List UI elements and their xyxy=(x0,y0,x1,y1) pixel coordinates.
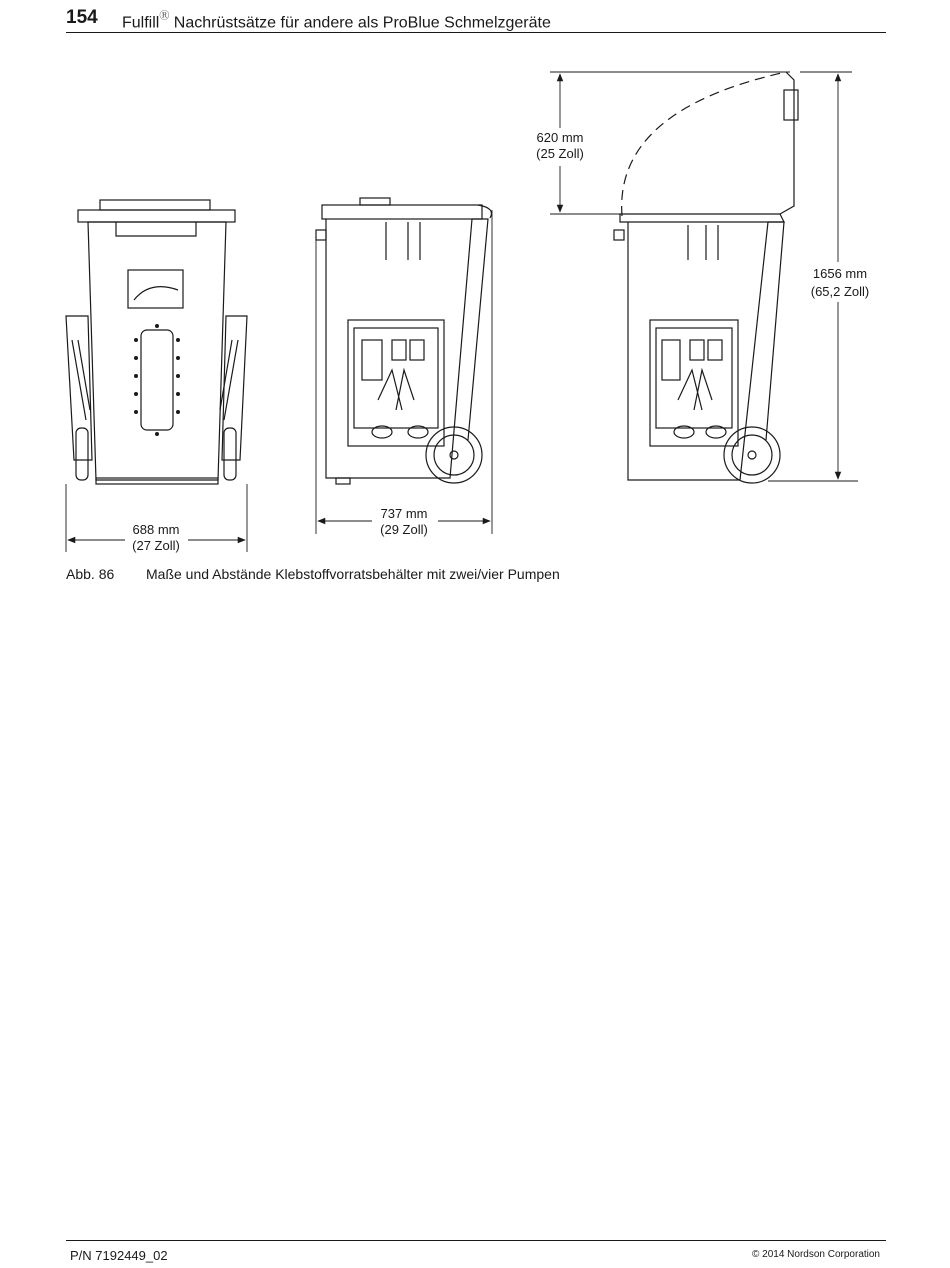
front-view xyxy=(66,200,247,484)
lid-in: (25 Zoll) xyxy=(536,146,584,161)
side-view xyxy=(316,198,492,484)
width-dimension-label xyxy=(120,522,192,554)
height-dimension-label xyxy=(802,265,878,301)
lid-mm: 620 mm xyxy=(536,130,584,145)
page-number: 154 xyxy=(66,7,98,28)
width-in: (27 Zoll) xyxy=(132,538,180,553)
depth-mm: 737 mm xyxy=(380,506,428,521)
figure-label: Abb. 86 xyxy=(66,566,115,582)
brand-name: Fulfill xyxy=(122,14,160,32)
copyright: © 2014 Nordson Corporation xyxy=(752,1249,880,1260)
depth-in: (29 Zoll) xyxy=(380,522,428,537)
height-in: (65,2 Zoll) xyxy=(810,284,870,299)
footer-divider xyxy=(66,1240,886,1241)
depth-dimension-label xyxy=(368,506,440,538)
height-mm: 1656 mm xyxy=(812,266,868,281)
width-mm: 688 mm xyxy=(132,522,180,537)
open-lid-view xyxy=(614,72,798,483)
registered-mark: Ⓡ xyxy=(159,11,170,22)
part-number: P/N 7192449_02 xyxy=(70,1248,168,1263)
figure-caption-text: Maße und Abstände Klebstoffvorratsbehälter mit zwei/vier Pumpen xyxy=(146,566,560,582)
header-title-rest: Nachrüstsätze für andere als ProBlue Schmelzgeräte xyxy=(169,14,551,32)
figure-caption xyxy=(66,566,560,582)
lid-dimension-label xyxy=(524,130,596,162)
